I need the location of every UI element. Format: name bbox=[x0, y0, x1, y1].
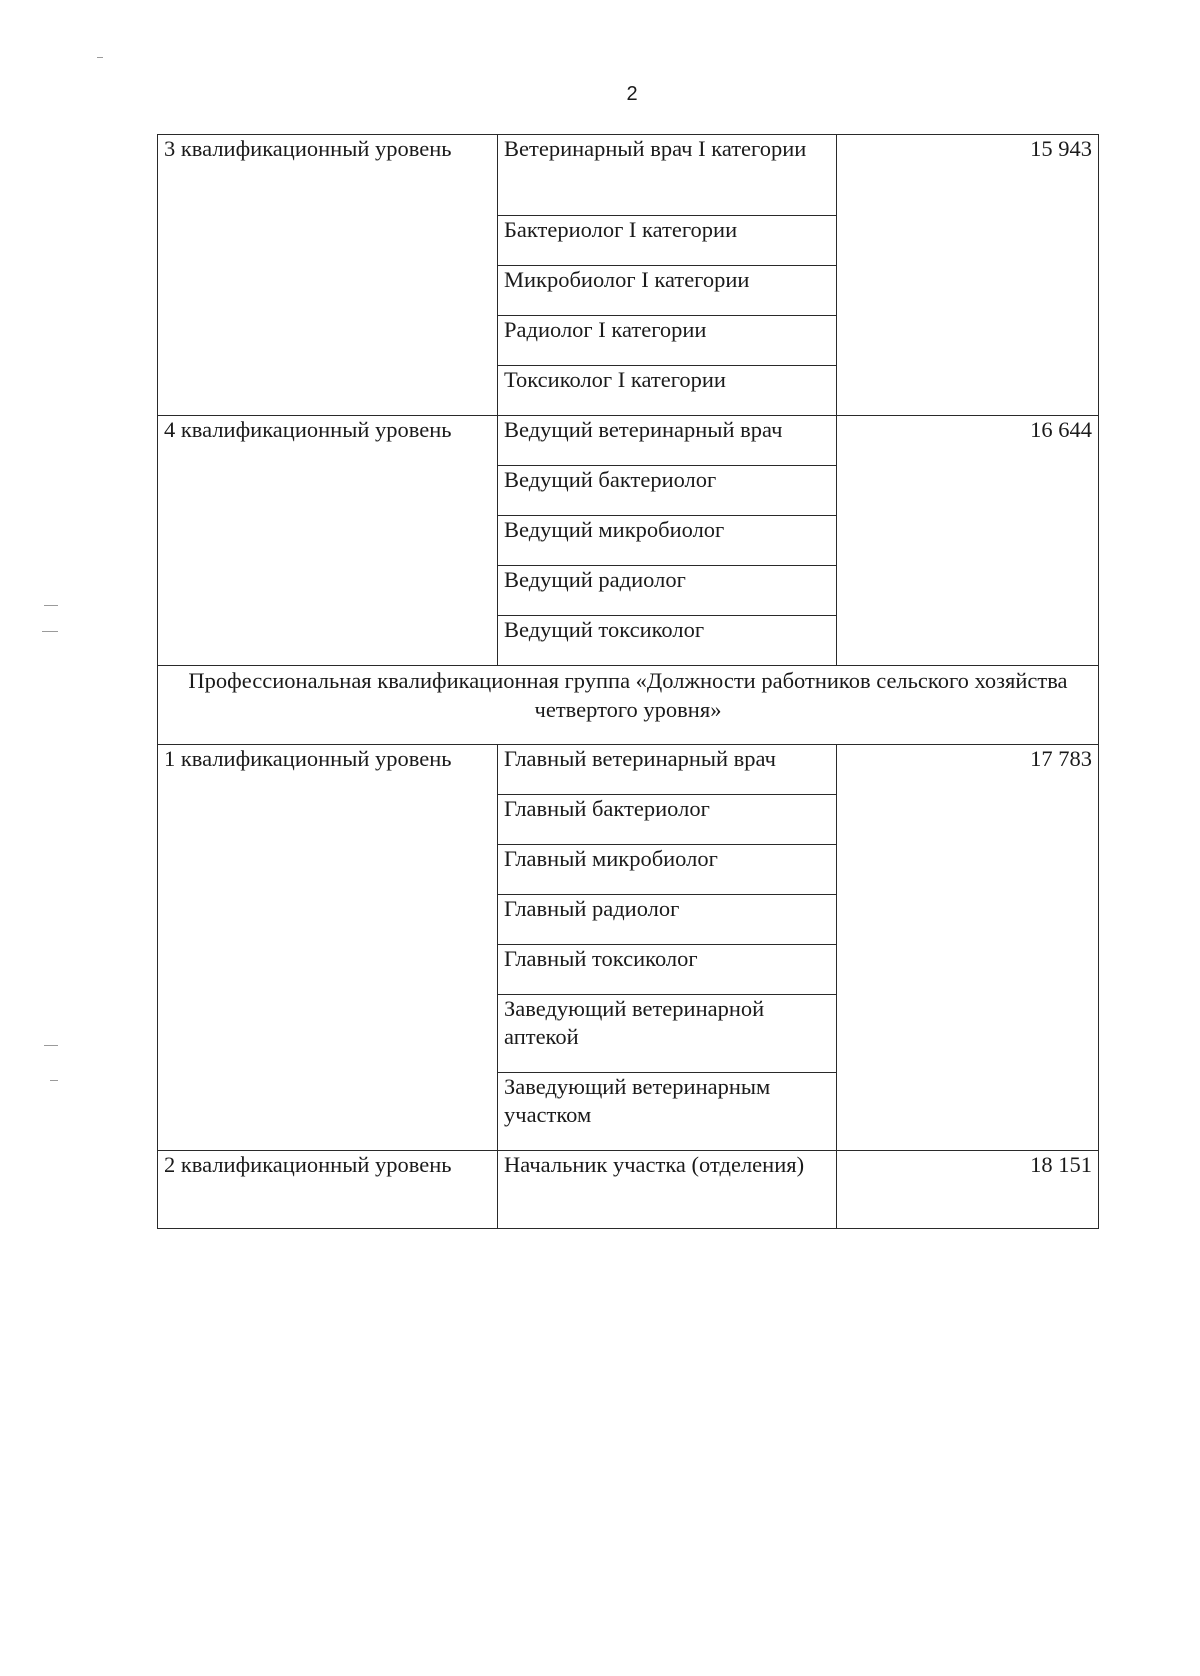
position-cell: Ветеринарный врач I категории bbox=[498, 135, 837, 216]
position-cell: Заведующий ветеринарной аптекой bbox=[498, 995, 837, 1073]
table-row bbox=[158, 666, 1099, 745]
position-cell: Токсиколог I категории bbox=[498, 366, 837, 416]
position-cell: Бактериолог I категории bbox=[498, 216, 837, 266]
scan-artifact bbox=[97, 57, 103, 58]
position-cell: Радиолог I категории bbox=[498, 316, 837, 366]
position-cell: Ведущий бактериолог bbox=[498, 466, 837, 516]
scan-artifact bbox=[44, 605, 58, 606]
salary-cell: 16 644 bbox=[837, 416, 1099, 666]
position-cell: Микробиолог I категории bbox=[498, 266, 837, 316]
qualification-level-cell: 1 квалификационный уровень bbox=[158, 745, 498, 1151]
position-cell: Ведущий токсиколог bbox=[498, 616, 837, 666]
position-cell: Начальник участка (отделения) bbox=[498, 1151, 837, 1229]
position-cell: Главный ветеринарный врач bbox=[498, 745, 837, 795]
position-cell: Заведующий ветеринарным участком bbox=[498, 1073, 837, 1151]
qualification-level-cell: 2 квалификационный уровень bbox=[158, 1151, 498, 1229]
scan-artifact bbox=[42, 631, 58, 632]
scan-artifact bbox=[44, 1045, 58, 1046]
salary-cell: 18 151 bbox=[837, 1151, 1099, 1229]
salary-table-container bbox=[157, 134, 1098, 1229]
page-number: 2 bbox=[626, 83, 638, 105]
position-cell: Главный токсиколог bbox=[498, 945, 837, 995]
salary-cell: 15 943 bbox=[837, 135, 1099, 416]
scan-artifact bbox=[50, 1080, 58, 1081]
table-row bbox=[158, 745, 1099, 795]
professional-group-heading: Профессиональная квалификационная группа «Должности работников сельского хозяйства четвертого уровня» bbox=[158, 666, 1099, 745]
position-cell: Главный радиолог bbox=[498, 895, 837, 945]
position-cell: Ведущий ветеринарный врач bbox=[498, 416, 837, 466]
table-row bbox=[158, 416, 1099, 466]
position-cell: Ведущий микробиолог bbox=[498, 516, 837, 566]
position-cell: Главный бактериолог bbox=[498, 795, 837, 845]
salary-cell: 17 783 bbox=[837, 745, 1099, 1151]
table-row bbox=[158, 1151, 1099, 1229]
qualification-level-cell: 4 квалификационный уровень bbox=[158, 416, 498, 666]
table-row bbox=[158, 135, 1099, 216]
qualification-level-cell: 3 квалификационный уровень bbox=[158, 135, 498, 416]
position-cell: Главный микробиолог bbox=[498, 845, 837, 895]
position-cell: Ведущий радиолог bbox=[498, 566, 837, 616]
salary-table bbox=[157, 134, 1099, 1229]
